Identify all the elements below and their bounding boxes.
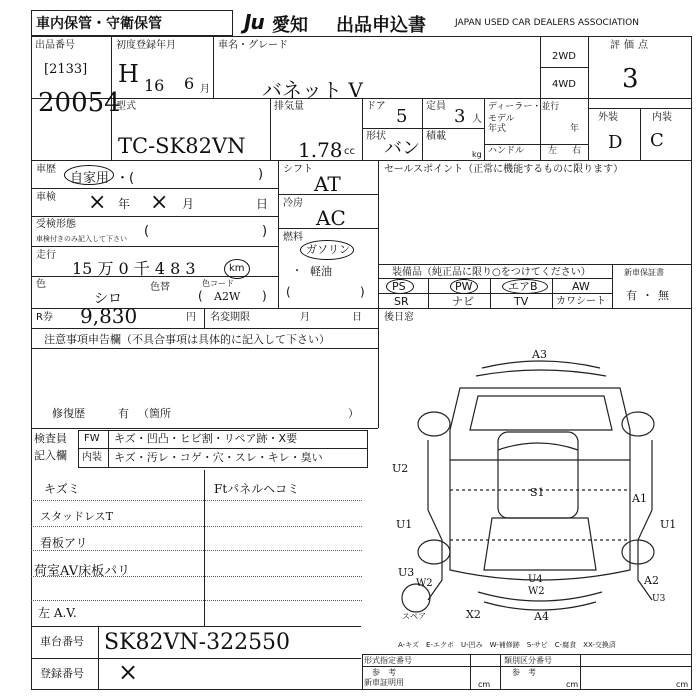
association: JAPAN USED CAR DEALERS ASSOCIATION (455, 18, 639, 28)
color-code-close: ) (262, 289, 267, 303)
damage-u2: U2 (392, 462, 409, 475)
model-year-label: モデル (488, 114, 515, 124)
shape-label: 形状 (366, 131, 386, 142)
receive-label: 受検形態 (36, 219, 76, 230)
engine-unit: cc (344, 146, 355, 157)
registration-year: 16 (144, 76, 165, 95)
registration-label: 初度登録年月 (116, 40, 176, 51)
diagram-front-left-wheel (418, 412, 450, 436)
color-change-label: 色替 (150, 282, 170, 293)
interior-label: 内装 (652, 112, 672, 123)
load-label: 積載 (426, 131, 446, 142)
inspection-month-unit: 月 (182, 197, 195, 211)
inspection-day-unit: 日 (256, 197, 269, 211)
plate-label: 登録番号 (40, 667, 84, 680)
diagram-front-right-wheel (622, 412, 654, 436)
equipment-tv: TV (514, 295, 529, 308)
mileage-unit: km (229, 263, 245, 274)
damage-a3: A3 (532, 348, 547, 361)
exterior-label: 外装 (598, 112, 618, 123)
remark-4: 荷室AV床板パリ (34, 564, 131, 579)
footer-ref-label: 参 考 (372, 668, 396, 677)
color-code-value: A2W (214, 290, 241, 303)
rear-window-label: 後日窓 (384, 312, 414, 323)
name-change-month: 月 (300, 312, 310, 323)
color-label: 色 (36, 279, 46, 290)
lot-code: [2133] (44, 62, 88, 77)
chassis-value: SK82VN-322550 (104, 630, 291, 655)
shift-value: AT (314, 172, 341, 196)
mileage-label: 走行 (36, 250, 56, 261)
registration-era: H (118, 60, 139, 88)
handle-label: ハンドル (488, 146, 525, 156)
car-name-label: 車名・グレード (218, 40, 288, 51)
inspector-label-2: 記入欄 (34, 449, 67, 462)
inspector-int-items: キズ・汚レ・コゲ・穴・スレ・キレ・臭い (114, 451, 323, 464)
repair-label: 修復歴 (52, 407, 85, 420)
remark-right: Ftパネルヘコミ (214, 482, 300, 496)
fuel-dash: ・ (292, 266, 302, 277)
color-value: シロ (94, 291, 122, 307)
damage-w2-left: W2 (416, 578, 433, 589)
damage-u3-right: U3 (652, 594, 666, 604)
year-label: 年式 (488, 124, 507, 134)
inspector-fw-items: キズ・凹凸・ヒビ割・リペア跡・X要 (114, 432, 298, 445)
diagram-legend: A-キズ E-エクボ U-凹み W-補修跡 S-サビ C-腐食 XX-交換済 (398, 641, 616, 649)
shape-value: バン (384, 138, 420, 159)
warranty-yes: 有 (626, 289, 637, 302)
lot-number: 20054 (38, 88, 121, 118)
damage-a4: A4 (534, 610, 549, 623)
plate-mark: × (118, 658, 139, 686)
inspection-label: 車検 (36, 192, 56, 203)
repair-open: （箇所 (138, 407, 171, 420)
inspection-year-unit: 年 (118, 197, 131, 211)
capacity-value: 3 (454, 106, 466, 127)
inspector-int-label: 内装 (82, 452, 102, 463)
drive-2wd: 2WD (552, 51, 576, 62)
cooler-label: 冷房 (283, 198, 303, 209)
history-suffix: ・( (116, 171, 135, 186)
remark-3: 看板アリ (40, 536, 88, 550)
name-change-label: 名変期限 (210, 312, 250, 323)
footer-cm-1: cm (478, 680, 491, 689)
capacity-label: 定員 (426, 101, 446, 112)
history-value: 自家用 (70, 171, 110, 186)
history-label: 車歴 (36, 164, 56, 175)
engine-label: 排気量 (274, 101, 304, 112)
load-unit: kg (472, 150, 482, 159)
damage-u4: U4 (528, 574, 543, 585)
equipment-navi: ナビ (452, 295, 474, 308)
grade-value: 3 (622, 64, 639, 94)
handle-left: 左 (548, 146, 558, 156)
warranty-no: 無 (658, 289, 669, 302)
footer-category-label: 類別区分番号 (504, 656, 552, 665)
interior-grade: C (650, 130, 664, 151)
damage-a2: A2 (644, 574, 659, 587)
equipment-aw: AW (572, 280, 590, 293)
damage-x2: X2 (466, 608, 481, 621)
ju-logo: Ju (244, 10, 264, 34)
diagram-left-side (428, 440, 442, 600)
recycle-label: R券 (36, 312, 53, 323)
recycle-unit: 円 (186, 312, 196, 323)
receive-note: 車検付きのみ記入して下さい (36, 235, 127, 243)
capacity-unit: 人 (472, 114, 482, 125)
drive-4wd: 4WD (552, 79, 576, 90)
warranty-dot: ・ (642, 289, 653, 302)
color-code-open: ( (198, 289, 203, 303)
footer-ref2-label: 参 考 (512, 668, 536, 677)
recycle-value: 9,830 (80, 304, 138, 328)
grade-label: 評価点 (610, 40, 652, 51)
equipment-sr: SR (394, 295, 409, 308)
equipment-pw: PW (455, 280, 473, 293)
notes-label: 注意事項申告欄（不具合事項は具体的に記入して下さい） (44, 333, 330, 346)
receive-close: ) (262, 224, 268, 239)
doors-value: 5 (396, 106, 408, 127)
model-value: TC-SK82VN (118, 134, 246, 158)
remark-5: 左 A.V. (38, 606, 77, 620)
doors-label: ドア (366, 101, 386, 112)
name-change-day: 日 (352, 312, 362, 323)
damage-u3-left: U3 (398, 566, 415, 579)
mileage-value: 15 万 0 千 4 8 3 (72, 259, 196, 278)
equipment-label: 装備品（純正品に限り○をつけてください） (392, 267, 591, 278)
fuel-label: 燃料 (283, 232, 303, 243)
exterior-grade: D (608, 132, 623, 153)
damage-u1-left: U1 (396, 518, 413, 531)
diagram-rear-left-wheel (418, 540, 450, 564)
fuel-diesel: 軽油 (310, 265, 332, 278)
inspector-fw-label: FW (84, 433, 100, 444)
registration-month: 6 (184, 74, 195, 93)
handle-right: 右 (572, 146, 582, 156)
spare-label: スペア (402, 612, 426, 621)
fuel-gasoline: ガソリン (306, 243, 350, 256)
repair-close: ） (348, 407, 359, 420)
inspection-mark-1: × (88, 190, 107, 215)
equipment-ps: PS (392, 280, 406, 293)
sales-point-label: セールスポイント（正常に機能するものに限ります） (384, 164, 624, 175)
fuel-close: ) (360, 285, 365, 299)
year-unit: 年 (570, 124, 580, 134)
engine-value: 1.78 (298, 138, 343, 162)
dealer-label: ディーラー・並行 (488, 102, 560, 112)
sheet-title: 出品申込書 (336, 15, 426, 36)
footer-cm-3: cm (676, 680, 689, 689)
equipment-leather: カワシート (556, 296, 606, 307)
car-name: バネット V (262, 78, 363, 102)
diagram-roof (498, 432, 578, 518)
footer-new-cert-label: 新車証明用 (364, 678, 404, 687)
registration-month-unit: 月 (200, 84, 210, 95)
chassis-label: 車台番号 (40, 635, 84, 648)
footer-cert-label: 形式指定番号 (364, 656, 412, 665)
remark-1: キズミ (44, 482, 80, 496)
damage-a1: A1 (632, 492, 647, 505)
remark-2: スタッドレスT (40, 510, 114, 523)
color-code-label: 色コード (202, 279, 234, 288)
receive-open: ( (144, 224, 150, 239)
warranty-label: 新車保証書 (624, 268, 664, 277)
equipment-airbag: エアB (508, 280, 538, 293)
diagram-front-bumper (482, 361, 600, 368)
damage-w2-center: W2 (528, 586, 545, 597)
repair-value: 有 (118, 407, 129, 420)
damage-s1: S1 (530, 486, 545, 499)
footer-cm-2: cm (566, 680, 579, 689)
fuel-open: ( (286, 285, 291, 299)
inspection-mark-2: × (150, 190, 169, 215)
lot-label: 出品番号 (35, 40, 75, 51)
inspector-label-1: 検査員 (34, 432, 67, 445)
shift-label: シフト (283, 164, 313, 175)
history-close: ) (258, 167, 264, 182)
model-label: 型式 (116, 101, 136, 112)
logo-text: 愛知 (272, 15, 308, 36)
damage-u1-right: U1 (660, 518, 677, 531)
storage-title: 車内保管・守衛保管 (36, 16, 162, 32)
cooler-value: AC (316, 206, 346, 230)
